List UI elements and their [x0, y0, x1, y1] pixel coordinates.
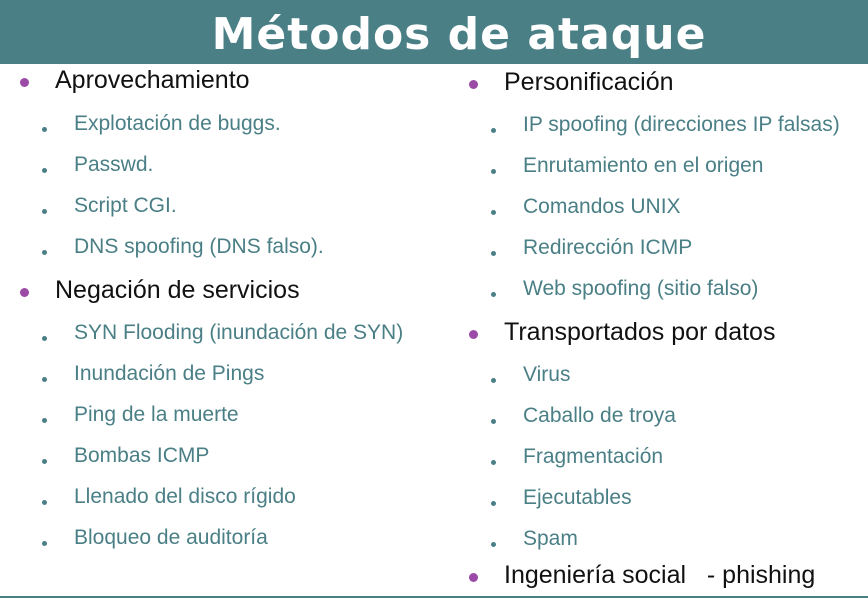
level2-bullet-icon: [42, 250, 47, 255]
list-item: Redirección ICMP: [523, 236, 693, 259]
list-item: Web spoofing (sitio falso): [523, 277, 759, 300]
group-heading: Negación de servicios: [55, 276, 300, 304]
level2-bullet-icon: [491, 169, 496, 174]
bottom-divider: [0, 596, 868, 598]
list-item: Fragmentación: [523, 445, 664, 468]
level2-bullet-icon: [491, 378, 496, 383]
list-item: Caballo de troya: [523, 404, 676, 427]
level1-bullet-icon: [20, 78, 29, 87]
group-heading: Aprovechamiento: [55, 66, 250, 94]
level2-bullet-icon: [491, 210, 496, 215]
level2-bullet-icon: [42, 127, 47, 132]
list-item: Comandos UNIX: [523, 195, 681, 218]
level2-bullet-icon: [491, 128, 496, 133]
level2-bullet-icon: [42, 377, 47, 382]
level2-bullet-icon: [42, 459, 47, 464]
level2-bullet-icon: [42, 541, 47, 546]
level1-bullet-icon: [469, 330, 478, 339]
list-item: Explotación de buggs.: [74, 112, 281, 135]
list-item: Bloqueo de auditoría: [74, 526, 268, 549]
list-item: Bombas ICMP: [74, 444, 210, 467]
level2-bullet-icon: [491, 501, 496, 506]
level2-bullet-icon: [42, 168, 47, 173]
list-item: Inundación de Pings: [74, 362, 265, 385]
list-item: Passwd.: [74, 153, 154, 176]
level1-bullet-icon: [20, 288, 29, 297]
level2-bullet-icon: [491, 251, 496, 256]
level2-bullet-icon: [42, 209, 47, 214]
level2-bullet-icon: [491, 292, 496, 297]
level1-bullet-icon: [469, 573, 478, 582]
group-heading: Transportados por datos: [504, 318, 776, 346]
group-heading: Ingeniería social - phishing: [504, 561, 816, 589]
list-item: DNS spoofing (DNS falso).: [74, 235, 324, 258]
level2-bullet-icon: [491, 542, 496, 547]
list-item: Virus: [523, 363, 571, 386]
list-item: Spam: [523, 527, 578, 550]
level2-bullet-icon: [491, 460, 496, 465]
group-heading: Personificación: [504, 68, 674, 96]
list-item: Ejecutables: [523, 486, 632, 509]
level2-bullet-icon: [42, 500, 47, 505]
list-item: Ping de la muerte: [74, 403, 239, 426]
list-item: SYN Flooding (inundación de SYN): [74, 321, 404, 344]
slide-title: Métodos de ataque: [211, 8, 707, 60]
level2-bullet-icon: [491, 419, 496, 424]
level2-bullet-icon: [42, 336, 47, 341]
list-item: Script CGI.: [74, 194, 177, 217]
list-item: Llenado del disco rígido: [74, 485, 296, 508]
list-item: Enrutamiento en el origen: [523, 154, 764, 177]
list-item: IP spoofing (direcciones IP falsas): [523, 113, 840, 136]
level2-bullet-icon: [42, 418, 47, 423]
level1-bullet-icon: [469, 80, 478, 89]
title-bar: [0, 0, 868, 64]
